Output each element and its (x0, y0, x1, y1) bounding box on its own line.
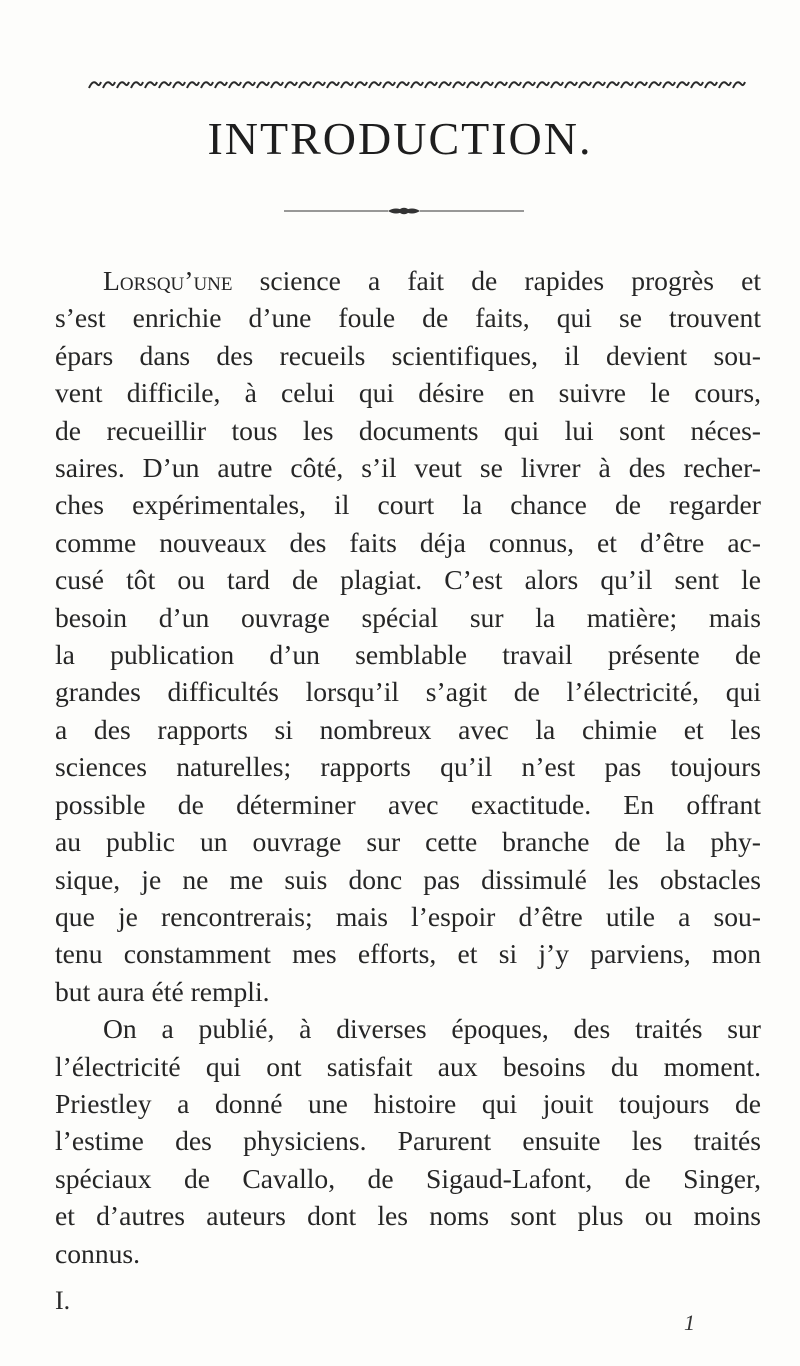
text-line: besoin d’un ouvrage spécial sur la matière; mais (55, 601, 761, 633)
text-line: l’électricité qui ont satisfait aux besoins du moment. (55, 1050, 761, 1082)
ornament-flourish (663, 82, 675, 88)
text-line: tenu constamment mes efforts, et si j’y parviens, mon (55, 938, 761, 970)
ornament-flourish (271, 82, 283, 88)
paragraph-2 (55, 1010, 761, 1272)
text-line: sique, je ne me suis donc pas dissimulé les obstacles (55, 863, 761, 895)
ornament-flourish (89, 82, 101, 88)
ornament-flourish (243, 82, 255, 88)
ornament-flourish (173, 82, 185, 88)
ornament-flourish (523, 82, 535, 88)
text-line: a des rapports si nombreux avec la chimie et les (55, 713, 761, 745)
text-line: que je rencontrerais; mais l’espoir d’être utile a sou- (55, 900, 761, 932)
body-text (55, 262, 761, 1272)
text-line: épars dans des recueils scientifiques, il devient sou- (55, 339, 761, 371)
ornament-flourish (481, 82, 493, 88)
line-rest: science a fait de rapides progrès et (232, 265, 761, 296)
text-line: possible de déterminer avec exactitude. En offrant (55, 788, 761, 820)
ornament-flourish (159, 82, 171, 88)
ornament-flourish (495, 82, 507, 88)
ornament-flourish (299, 82, 311, 88)
text-line: la publication d’un semblable travail présente de (55, 639, 761, 671)
ornament-flourish (621, 82, 633, 88)
ornament-flourish (327, 82, 339, 88)
page-mark: 1 (684, 1310, 695, 1335)
ornament-flourish (313, 82, 325, 88)
text-line: grandes difficultés lorsqu’il s’agit de l’électricité, qui (55, 676, 761, 708)
ornament-flourish (579, 82, 591, 88)
ornament-flourish (383, 82, 395, 88)
text-line: connus. (55, 1237, 141, 1269)
text-line: spéciaux de Cavallo, de Sigaud-Lafont, de Singer, (55, 1162, 761, 1194)
text-line: saires. D’un autre côté, s’il veut se livrer à des recher- (55, 452, 761, 484)
ornament-flourish (593, 82, 605, 88)
text-line: cusé tôt ou tard de plagiat. C’est alors qu’il sent le (55, 564, 761, 596)
ornament-flourish (551, 82, 563, 88)
ornament-flourish (677, 82, 689, 88)
ornament-flourish (705, 82, 717, 88)
ornament-flourish (355, 82, 367, 88)
signature-mark: I. (55, 1286, 71, 1315)
ornament-flourish (369, 82, 381, 88)
ornament-flourish (341, 82, 353, 88)
title-rule-ornament (284, 205, 524, 217)
ornament-flourish (453, 82, 465, 88)
ornament-flourish (635, 82, 647, 88)
text-line: et d’autres auteurs dont les noms sont plus ou moins (55, 1200, 761, 1232)
ornament-flourish (145, 82, 157, 88)
text-line: Priestley a donné une histoire qui jouit toujours de (55, 1087, 761, 1119)
text-line: au public un ouvrage sur cette branche de la phy- (55, 826, 761, 858)
text-line: but aura été rempli. (55, 975, 270, 1007)
ornament-flourish (509, 82, 521, 88)
text-line: On a publié, à diverses époques, des traités sur (103, 1013, 761, 1045)
text-line (55, 262, 761, 299)
text-line: comme nouveaux des faits déja connus, et d’être ac- (55, 526, 761, 558)
ornament-flourish (565, 82, 577, 88)
ornament-flourish (467, 82, 479, 88)
ornament-flourish (607, 82, 619, 88)
ornament-flourish (229, 82, 241, 88)
top-ornament-border (88, 76, 746, 94)
ornament-flourish (285, 82, 297, 88)
ornament-flourish (187, 82, 199, 88)
ornament-flourish (649, 82, 661, 88)
ornament-flourish (201, 82, 213, 88)
ornament-flourish (117, 82, 129, 88)
paragraph-1 (55, 262, 761, 1010)
text-line: s’est enrichie d’une foule de faits, qui se trouvent (55, 302, 761, 334)
ornament-flourish (397, 82, 409, 88)
ornament-flourish (719, 82, 731, 88)
ornament-flourish (439, 82, 451, 88)
ornament-flourish (257, 82, 269, 88)
ornament-flourish (215, 82, 227, 88)
ornament-flourish (425, 82, 437, 88)
text-line: vent difficile, à celui qui désire en suivre le cours, (55, 377, 761, 409)
text-line: sciences naturelles; rapports qu’il n’est pas toujours (55, 751, 761, 783)
page-title: INTRODUCTION. (207, 113, 593, 164)
ornament-flourish (131, 82, 143, 88)
ornament-flourish (733, 82, 745, 88)
ornament-flourish (537, 82, 549, 88)
ornament-flourish (411, 82, 423, 88)
ornament-flourish (691, 82, 703, 88)
drop-lead-word: Lorsqu’une (103, 265, 233, 296)
text-line: de recueillir tous les documents qui lui sont néces- (55, 414, 761, 446)
ornament-flourish (103, 82, 115, 88)
text-line: l’estime des physiciens. Parurent ensuite les traités (55, 1125, 761, 1157)
text-line: ches expérimentales, il court la chance de regarder (55, 489, 761, 521)
